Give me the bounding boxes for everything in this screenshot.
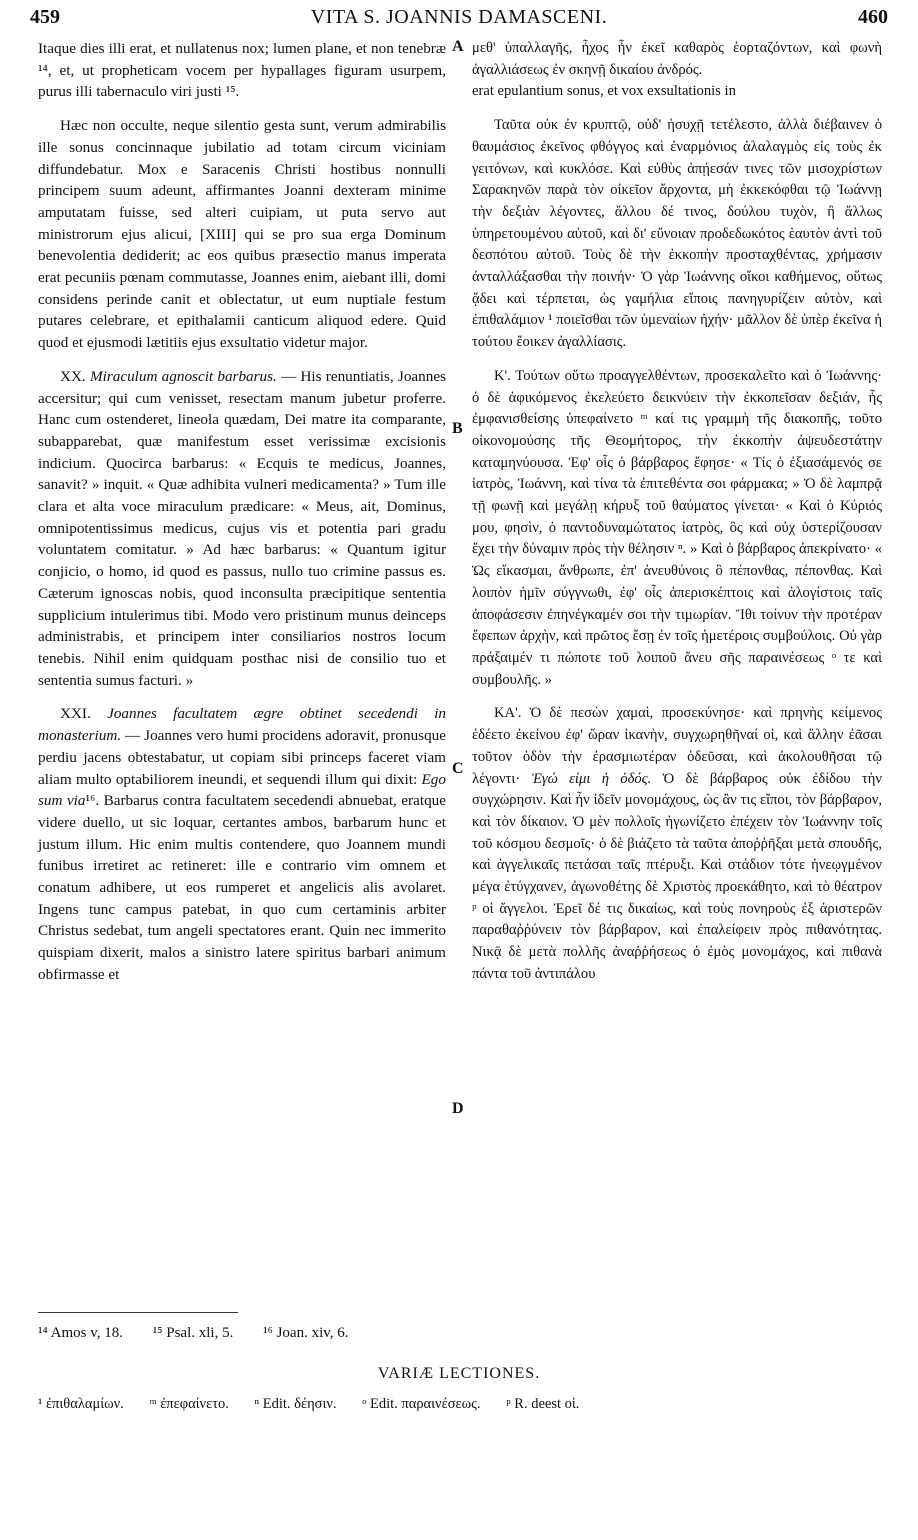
- variant-n: ⁿ Edit. δέησιν.: [254, 1396, 337, 1412]
- section-number-20: XX.: [60, 367, 86, 385]
- footnote-14: ¹⁴ Amos v, 18.: [38, 1325, 124, 1341]
- latin-paragraph-1: Itaque dies illi erat, et nullatenus nox; lumen plane, et non tenebræ ¹⁴, et, ut propheticam vocem per hypallages figuram usurpem, purus illi tabernaculo viri justi ¹⁵.: [38, 40, 446, 101]
- greek-column: [472, 38, 882, 986]
- margin-marker-b: B: [452, 420, 463, 437]
- variae-lectiones: [38, 1396, 878, 1413]
- page-number-right: 460: [858, 6, 888, 28]
- section-body-20: — His renuntiatis, Joannes accersitur; qui cum venisset, resectam manum jubetur proferre. Hanc cum ostenderet, lineola quædam, Dei matre ita comparante, subapparebat, quæ manifestum esset verissimæ excisionis indicium. Quocirca barbarus: « Ecquis te medicus, Joannes, sanavit? » inquit. « Quæ adhibita vulneri medicamenta? » Tum ille clara et alta voce miraculum prædicare: « Meus, ait, Dominus, omnipotentissimus medicus, cujus vis et potentia pari gradu voluntatem comitatur. » Ad hæc barbarus: « Quantum igitur conjicio, o homo, id quod es passus, nullo tuo crimine passus es. Cæterum ignoscas nobis, quod inconsulta præcipitique sententia supplicium intulerimus tibi. Modo vero pristinum munus deinceps administrabis, et principem inter consiliarios nostros locum tenebis. Nihil enim quidquam posthac nisi de consilio tuo et sententia sumus facturi. »: [38, 367, 446, 689]
- greek-paragraph-1: μεθ' ὑπαλλαγῆς, ἦχος ἦν ἐκεῖ καθαρὸς ἑορταζόντων, καὶ φωνὴ ἀγαλλιάσεως ἐν σκηνῇ δικαίου ἀνδρός.: [472, 40, 882, 78]
- greek-section-21a: ΚΑ'. Ὁ δὲ πεσὼν χαμαὶ, προσεκύνησε· καὶ πρηνὴς κείμενος ἐδέετο ἐκείνου ἐφ' ὥραν ἱκανὴν, συγχωρηθῆναί οἱ, καὶ ἄλλην ἐᾶσαι τοῦτον ὁδὸν τὴν ἐρασμιωτέραν ὁδεῦσαι, καὶ ἀκολουθῆσαι τῷ λέγοντι·: [472, 705, 882, 787]
- section-number-21: XXI.: [60, 705, 91, 723]
- footnotes: [38, 1325, 878, 1342]
- latin-section-20: [38, 366, 446, 692]
- footnote-16: ¹⁶ Joan. xiv, 6.: [263, 1325, 349, 1341]
- variant-m: ᵐ ἐπεφαίνετο.: [149, 1396, 229, 1412]
- greek-paragraph-1-latin-line: erat epulantium sonus, et vox exsultationis in: [472, 83, 736, 100]
- section-body-21a: — Joannes vero humi procidens adoravit, pronusque perdiu jacens obtestabatur, ut copiam sibi princeps faceret viam aliam multo optabiliorem ineundi, et sequendi illum qui dixit:: [38, 727, 446, 788]
- greek-section-20: Κ'. Τούτων οὕτω προαγγελθέντων, προσεκαλεῖτο καὶ ὁ Ἰωάννης· ὁ δὲ ἀφικόμενος ἐκελεύετο δεικνύειν τὴν ἐκκοπεῖσαν δεξιάν, ἧς ἐμφανισθείσης ὑπεφαίνετο ᵐ καί τις γραμμὴ τῆς διακοπῆς, τοῦτο οἰκονομούσης τῆς Θεομήτορος, τὴν ἐκκοπὴν ἀψευδεστάτην καταμηνύουσα. Ἐφ' οἷς ὁ βάρβαρος ἔφησε· « Τίς ὁ ἐξιασάμενός σε ἰατρὸς, Ἰωάννη, καὶ τίνα τὰ ἐπιτεθέντα σοι φάρμακα; » Ὁ δὲ λαμπρᾷ τῇ φωνῇ καὶ μεγάλῃ κήρυξ τοῦ θαύματος γίνεται· « Καὶ ὁ Κύριός μου, φησὶν, ὁ παντοδυναμώτατος ἰατρὸς, ὃς καὶ οὐχ ὑστερίζουσαν ἔχει τὴν δύναμιν πρὸς τὴν θέλησιν ⁿ. » Καὶ ὁ βάρβαρος ἀπεκρίνατο· « Ὡς εἴκασμαι, ἄνθρωπε, ἐπ' ἀνευθύνοις ὃ πέπονθας, πέπονθας. Καὶ λοιπὸν ἡμῖν σύγγνωθι, ἐφ' οἷς ἀπερισκέπτοις καὶ ἀλογίστοις ταῖς ἀποφάσεσιν ἐπηνέγκαμέν σοι τὴν τιμωρίαν. Ἴθι τοίνυν τὴν προτέραν ἔφεπων ἀρχὴν, καὶ πρῶτος ἔσῃ ἐν τοῖς ἡμετέροις συμβούλοις. Οὐ γὰρ πράξαιμέν τι πώποτε τοῦ λοιποῦ ἄνευ σῆς παραινέσεως ᵒ τε καὶ συμβουλῆς. »: [472, 367, 882, 688]
- scripture-quote-greek: Ἐγώ εἰμι ἡ ὁδός.: [531, 770, 652, 787]
- section-body-21b: ¹⁶. Barbarus contra facultatem secedendi abnuebat, eratque videre duello, ut sic loquar, certantes ambos, barbarum hunc et justum illum. Hic enim multis contendere, quo Joannem mundi funibus irretiret ac retineret: ille e contrario vim omnem et conatum adhibere, ut eos rumperet et angelicis alis avolaret. Ingens tunc campus patebat, in quo cum certaminis arbiter Christus sedebat, tum angeli spectatores erant. Quin nec immerito quispiam dixerit, malos a sinistro latere spiritus barbari animum obfirmasse et: [38, 792, 446, 983]
- page-number-left: 459: [30, 6, 60, 28]
- variant-l: ¹ ἐπιθαλαμίων.: [38, 1396, 124, 1412]
- variant-o: ᵒ Edit. παραινέσεως.: [362, 1396, 481, 1412]
- footnote-15: ¹⁵ Psal. xli, 5.: [152, 1325, 234, 1341]
- section-heading-20: Miraculum agnoscit barbarus.: [89, 367, 277, 385]
- variae-lectiones-title: VARIÆ LECTIONES.: [377, 1365, 541, 1382]
- greek-paragraph-2: Ταῦτα οὐκ ἐν κρυπτῷ, οὐδ' ἡσυχῇ τετέλεστο, ἀλλὰ διέβαινεν ὁ θαυμάσιος ἐκεῖνος φθόγγος καὶ ἐναρμόνιος ἀλαλαγμὸς εἰς τοὺς ἐκ γειτόνων, καὶ κυκλόσε. Καὶ εὐθὺς ἀπῄεσάν τινες τῶν μισοχρίστων Σαρακηνῶν παρὰ τὸν οἰκεῖον ἄρχοντα, μὴ ἐκκεκόφθαι τῷ Ἰωάννῃ τὴν δεξιὰν λέγοντες, ἄλλου δέ τινος, δούλου τυχὸν, ἢ ἄλλως ὑπηρετουμένου αὐτοῦ, καὶ δι' εὔνοιαν προδεδωκότος ἑαυτὸν ἀντὶ τοῦ δεσπότου αὐτοῦ. Τοὺς δὲ τὴν ἐκκοπὴν προσταχθέντας, χρήμασιν ἀνταλλάξασθαι τὴν ποινήν· Ὁ γὰρ Ἰωάννης οἴκοι καθήμενος, οὕτως ᾄδει καὶ τέρπεται, ὡς γαμήλια εἴποις πανηγυρίζειν αὐτὸν, καὶ ἐπιθαλάμιον ¹ ποιεῖσθαι τῶν ὑμεναίων ἠχήν· μᾶλλον δὲ ὑπὲρ ἐκεῖνα ἡ τούτου ἔοικεν ἀγαλλίασις.: [472, 117, 882, 351]
- section-heading-21: Joannes facultatem ægre obtinet secedendi in monasterium.: [38, 705, 447, 745]
- variant-p: ᵖ R. deest οἱ.: [506, 1396, 580, 1412]
- margin-marker-c: C: [452, 760, 464, 777]
- latin-section-21: [38, 703, 446, 985]
- greek-section-21b: Ὁ δὲ βάρβαρος οὐκ ἐδίδου τὴν συγχώρησιν. Καὶ ἦν ἰδεῖν μονομάχους, ὡς ἂν τις εἴποι, τὸν βάρβαρον, καὶ τὸν δίκαιον. Ὁ μὲν πολλοῖς ἠγωνίζετο ἐπέχειν τὸν Ἰωάννην τοῖς τοῦ κόσμου δεσμοῖς· ὁ δὲ βιάζετο τὰ ταῦτα ἀποῤῥῆξαι μετὰ σπουδῆς, καὶ ἀγγελικαῖς πετάσαι ταῖς πτέρυξι. Καὶ στάδιον τότε ἡνεῳγμένον μέγα ἐτύγχανεν, ἀγωνοθέτης δὲ Χριστὸς προεκάθητο, καὶ τὸ θέατρον ᵖ οἱ ἄγγελοι. Ἐρεῖ δέ τις δικαίως, καὶ τοὺς πονηροὺς ἐξ ἀριστερῶν παραθαῤῥύνειν τὸν βάρβαρον, καὶ ἐπαλείφειν πρὸς πιθανότητας. Νικᾷ δὲ μετὰ πολλῆς ἀναῤῥήσεως ὁ ἐμὸς μονομάχος, καὶ πιθανὰ πάντα τοῦ ἀντιπάλου: [472, 770, 883, 982]
- margin-marker-d: D: [452, 1100, 464, 1117]
- margin-marker-a: A: [452, 38, 464, 55]
- running-title: VITA S. JOANNIS DAMASCENI.: [310, 6, 608, 28]
- greek-section-21: [472, 703, 882, 985]
- footnote-rule: [38, 1312, 238, 1313]
- scripture-quote-latin: Ego sum via: [38, 770, 446, 810]
- running-head: [30, 6, 888, 32]
- latin-paragraph-2: Hæc non occulte, neque silentio gesta sunt, verum admirabilis ille sonus concinnaque jubilatio ad totam circum viciniam diffundebatur. Mox e Saracenis Christi hostibus nonnulli principem suum adeunt, affirmantes Joanni dexteram minime amputatam fuisse, sed alteri cuipiam, ut puta servo aut ministrorum ejus alicui, [XIII] qui se pro sua erga Dominum benevolentia dediderit; ac eos quibus præsectio manus imperata erat pecuniis pœnam commutasse, Joannes enim, aiebant illi, domi considens perinde canit et oblectatur, ut eum nuptiale festum putares celebrare, et epithalamii canticum aliquod edere. Quid quod et ejusmodi lætitiis ejus exsultatio videtur major.: [38, 117, 446, 352]
- latin-column: [38, 38, 446, 986]
